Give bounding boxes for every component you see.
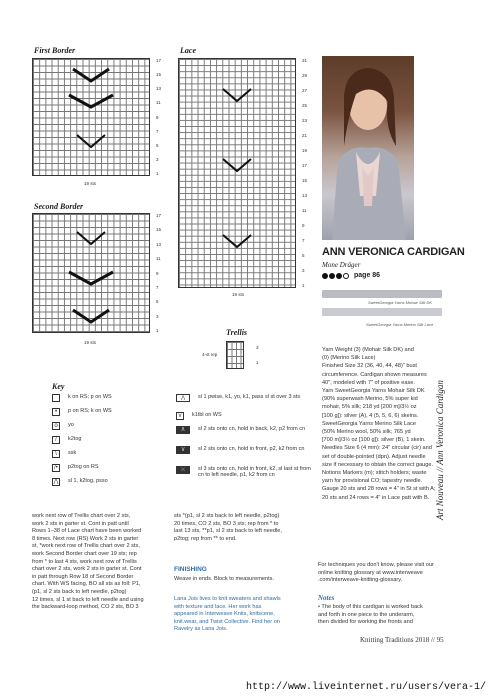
key-item: /• p2tog on RS	[52, 464, 99, 472]
glossary-note: For techniques you don't know, please visit our online knitting glossary at www.interweave .com/interweave-knitting-glossary.	[318, 562, 434, 584]
cable-cross-symbol: ⤫	[176, 466, 190, 474]
lace-row-numbers: 31 29 27 25 23 21 19 17 15 13 11 9 7 5 3 1	[302, 58, 308, 288]
second-border-chart	[32, 213, 150, 333]
notes-heading: Notes	[318, 594, 335, 602]
ssk-symbol: \	[52, 450, 60, 458]
key-item: • p on RS; k on WS	[52, 408, 112, 416]
trellis-row-1: 1	[256, 360, 259, 365]
pass-over-symbol: ⋀	[176, 394, 190, 402]
k1tbl-symbol: v	[176, 412, 184, 420]
trellis-chart	[226, 341, 244, 369]
lace-chart	[178, 58, 296, 288]
cable-front-symbol: \/	[176, 446, 190, 454]
vertical-title: Art Nouveau // Ann Veronica Cardigan	[435, 380, 445, 520]
purl-symbol: •	[52, 408, 60, 416]
notes-text: • The body of this cardigan is worked back and forth in one piece to the underarm, then divided for working the fronts and	[318, 604, 423, 626]
finishing-text: Weave in ends. Block to measurements.	[174, 576, 275, 582]
designer-bio: Lana Jois lives to knit sweaters and shawls with texture and lace. Her work has appeared in Interweave Knits, knitscene, knit.wear, and Twist Collective. Find her on Ravelry as Lana Jois.	[174, 596, 281, 633]
cardigan-photo	[322, 56, 414, 240]
key-item: \/ sl 2 sts onto cn, hold in front, p2, k2 from cn	[176, 446, 316, 454]
key-item: \ ssk	[52, 450, 76, 458]
instructions-left: work next row of Trellis chart over 2 sts, work 2 sts in garter st. Cont in patt until Rows 1–38 of Lace chart have been worked 8 times. Next row (RS) Work 2 sts in garter st, *work next row of Trellis chart over 2 sts, work Second Border chart over 19 sts; rep from * to last 4 sts, work next row of Trellis chart over 2 sts, work 2 sts in garter st. Cont in patt through Row 18 of Second Border chart. With WS facing, BO all sts as foll: P1, (p1, sl 2 sts back to left needle, p2tog) 12 times, sl 1 st back to left needle and using the backward-loop method, CO 2 sts, BO 3	[32, 513, 144, 611]
lace-stitch-count: 19 sts	[232, 292, 245, 297]
decrease-symbol: ⋀	[53, 479, 59, 485]
difficulty-dot-empty	[343, 273, 349, 279]
difficulty	[322, 272, 380, 279]
swatch-b-label: SweetGeorgia Yarns Merino Silk Lace	[366, 322, 434, 327]
difficulty-dot-filled	[329, 273, 335, 279]
trellis-repeat: 4-st rep	[202, 352, 218, 357]
yarn-swatch-b	[322, 308, 442, 316]
key-item: k on RS; p on WS	[52, 394, 112, 402]
trellis-row-3: 3	[256, 345, 259, 350]
yo-symbol: o	[52, 422, 60, 430]
second-border-row-numbers: 17 15 13 11 9 7 5 3 1	[156, 213, 162, 333]
key-item: o yo	[52, 422, 74, 430]
finishing-heading: FINISHING	[174, 566, 207, 573]
second-border-stitch-count: 19 sts	[84, 340, 97, 345]
first-border-row-numbers: 17 15 13 11 9 7 5 3 1	[156, 58, 162, 176]
trellis-title: Trellis	[226, 328, 248, 337]
page-ref: page 86	[354, 272, 381, 279]
key-item: /\ sl 2 sts onto cn, hold in back, k2, p2 from cn	[176, 426, 316, 434]
first-border-stitch-count: 19 sts	[84, 181, 97, 186]
key-item: ⤫ sl 3 sts onto cn, hold in front, k2, sl last st from cn to left needle, p1, k2 from cn	[176, 466, 316, 478]
swatch-a-label: SweetGeorgia Yarns Mohair Silk DK	[368, 300, 433, 305]
cable-back-symbol: /\	[176, 426, 190, 434]
page-number: 95	[436, 636, 444, 644]
model-image	[322, 56, 414, 240]
instructions-middle: sts *(p1, sl 2 sts back to left needle, p2tog) 20 times, CO 2 sts, BO 3 sts; rep from * to last 13 sts, **p1, sl 2 sts back to left needle, p2tog; rep from ** to end.	[174, 513, 282, 542]
first-border-chart	[32, 58, 150, 176]
key-title: Key	[52, 382, 65, 391]
key-item: / k2tog	[52, 436, 81, 444]
second-border-title: Second Border	[34, 202, 84, 211]
knit-symbol	[52, 394, 60, 402]
yarn-swatch-a	[322, 290, 442, 298]
k2tog-symbol: /	[52, 436, 60, 444]
difficulty-dot-filled	[336, 273, 342, 279]
first-border-title: First Border	[34, 46, 76, 55]
lace-title: Lace	[180, 46, 196, 55]
designer-name: Mone Dräger	[322, 261, 361, 269]
key-item: ⋀ sl 1, k2tog, psso	[53, 478, 108, 485]
lace-cable-marks	[179, 59, 295, 287]
pattern-specs: Yarn Weight (3) (Mohair Silk DK) and (0) (Merino Silk Lace) Finished Size 32 (36, 40, 44, 48)" bust circumference. Cardigan shown measures 40", modeled with 7" of positive ease. Yarn SweetGeorgia Yarns Mohair Silk DK (90% superwash Merino, 5% super kid mohair, 5% silk; 218 yd [200 m]/3½ oz [100 g]): silver (A), 4 (5, 5, 6, 6) skeins. SweetGeorgia Yarns Merino Silk Lace (50% Merino wool, 50% silk; 765 yd [700 m]/3½ oz [100 g]): silver (B), 1 skein. Needles Size 6 (4 mm): 24" circular (cir) and set of double-pointed (dpn). Adjust needle size if necessary to obtain the correct gauge. Notions Markers (m); stitch holders; waste yarn for provisional CO; tapestry needle. Gauge 20 sts and 28 rows = 4" in St st with A; 20 sts and 24 rows = 4" in Lace patt with B.	[322, 347, 436, 501]
key-item: ⋀ sl 1 pwise, k1, yo, k1, pass sl st over 3 sts	[176, 394, 316, 402]
footer-magazine: Knitting Traditions 2018 // 95	[360, 636, 444, 644]
key-item: v k1tbl on WS	[176, 412, 316, 420]
second-border-cable-marks	[33, 214, 149, 332]
p2tog-symbol: /•	[52, 464, 60, 472]
pattern-title: ANN VERONICA CARDIGAN	[322, 246, 465, 258]
source-url[interactable]: http://www.liveinternet.ru/users/vera-1/	[246, 682, 487, 693]
difficulty-dot-filled	[322, 273, 328, 279]
first-border-cable-marks	[33, 59, 149, 175]
